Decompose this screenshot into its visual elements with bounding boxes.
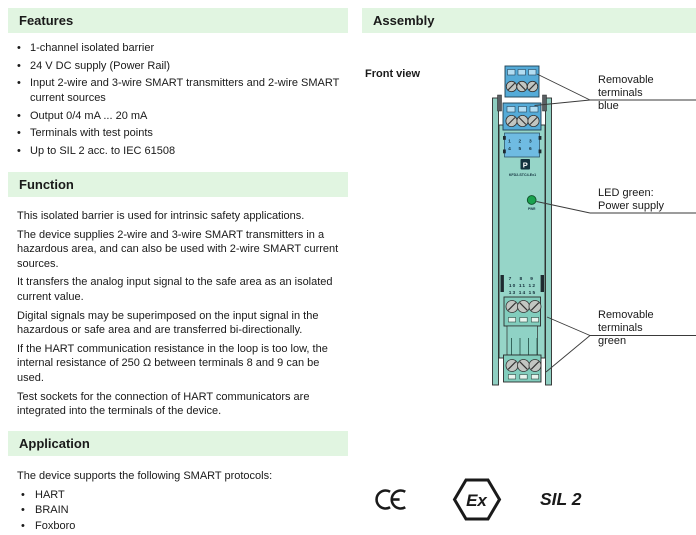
function-paragraph: The device supplies 2-wire and 3-wire SMART transmitters in a hazardous area, and can also be used with 2-wire SMART current sources.	[17, 228, 339, 270]
function-paragraph: Digital signals may be superimposed on the input signal in the hazardous or safe area and are transferred bi-directionally.	[17, 309, 319, 337]
callout-terminals-green	[598, 309, 696, 348]
function-header	[8, 172, 348, 197]
assembly-title: Assembly	[373, 13, 435, 28]
model-label: KFD2-STC4-Ex1	[508, 173, 537, 177]
features-title: Features	[19, 13, 74, 28]
function-paragraph: If the HART communication resistance in the loop is too low, the internal resistance of 250 Ω between terminals 8 and 9 can be used.	[17, 342, 328, 384]
ce-mark-icon	[374, 487, 410, 512]
protocol-item	[20, 519, 340, 534]
feature-item	[16, 126, 344, 141]
power-led	[527, 196, 536, 211]
protocol-item	[20, 488, 340, 503]
callout-line2: Power supply	[598, 200, 665, 212]
feature-item	[16, 59, 344, 74]
callout-line2: green	[598, 335, 627, 347]
function-paragraph: This isolated barrier is used for intrinsic safety applications.	[17, 210, 305, 222]
sil2-mark: SIL 2	[540, 489, 582, 509]
application-list	[20, 488, 340, 534]
terminal-connector-section	[507, 326, 538, 355]
terminal-numbers-top	[503, 133, 541, 157]
led-label: PWR	[527, 207, 536, 211]
callout-line1: Removable terminals	[598, 309, 654, 334]
function-paragraph: Test sockets for the connection of HART communicators are integrated into the terminals of the device.	[17, 390, 310, 418]
callout-line1: Removable terminals	[598, 74, 654, 99]
features-list	[16, 41, 344, 162]
front-view-label: Front view	[365, 68, 421, 80]
pf-logo	[521, 159, 531, 170]
application-header	[8, 431, 348, 456]
feature-text: 1-channel isolated barrier	[30, 42, 155, 54]
feature-text: Terminals with test points	[30, 127, 153, 140]
terminal-numbers-row-4-5-6: 4 5 6	[508, 147, 535, 152]
terminal-block-blue-lower	[503, 103, 541, 130]
callout-led-green	[598, 187, 664, 213]
callout-line2: blue	[598, 100, 619, 112]
assembly-header	[362, 8, 696, 33]
terminal-block-blue-top	[505, 66, 539, 97]
clamp-pin-left	[498, 95, 502, 111]
clamp-pin-right	[543, 95, 547, 111]
feature-text: 24 V DC supply (Power Rail)	[30, 59, 170, 72]
protocol-text: HART	[35, 489, 65, 501]
terminal-numbers-row-13-14-15: 13 14 15	[508, 291, 537, 296]
function-title: Function	[19, 177, 74, 192]
terminal-block-green-bottom	[504, 355, 542, 382]
callout-line1: LED green:	[598, 187, 654, 199]
terminal-numbers-row-1-2-3: 1 2 3	[508, 139, 535, 145]
feature-text: Input 2-wire and 3-wire SMART transmitters and 2-wire SMART current sources	[30, 77, 340, 104]
feature-text: Output 0/4 mA ... 20 mA	[30, 109, 148, 122]
feature-item	[16, 144, 344, 159]
protocol-text: Foxboro	[35, 519, 76, 532]
feature-item	[16, 109, 344, 124]
terminal-numbers-row-7-8-9: 7 8 9	[508, 277, 537, 282]
ex-mark-text: Ex	[466, 491, 487, 510]
application-intro: The device supports the following SMART protocols:	[17, 470, 273, 482]
function-text	[17, 209, 348, 423]
callout-terminals-blue	[598, 74, 696, 113]
protocol-text: BRAIN	[35, 504, 69, 517]
terminal-block-green-mid	[504, 297, 541, 326]
feature-text: Up to SIL 2 acc. to IEC 61508	[30, 144, 176, 157]
terminal-numbers-row-10-11-12: 10 11 12	[508, 284, 537, 289]
pf-logo-letter: P	[522, 160, 528, 170]
features-header	[8, 8, 348, 33]
application-title: Application	[19, 436, 90, 451]
feature-item	[16, 76, 344, 105]
function-paragraph: It transfers the analog input signal to the safe area as an isolated current value.	[17, 276, 333, 303]
protocol-item	[20, 503, 340, 518]
feature-item	[16, 41, 344, 56]
ex-mark-icon	[452, 477, 502, 522]
